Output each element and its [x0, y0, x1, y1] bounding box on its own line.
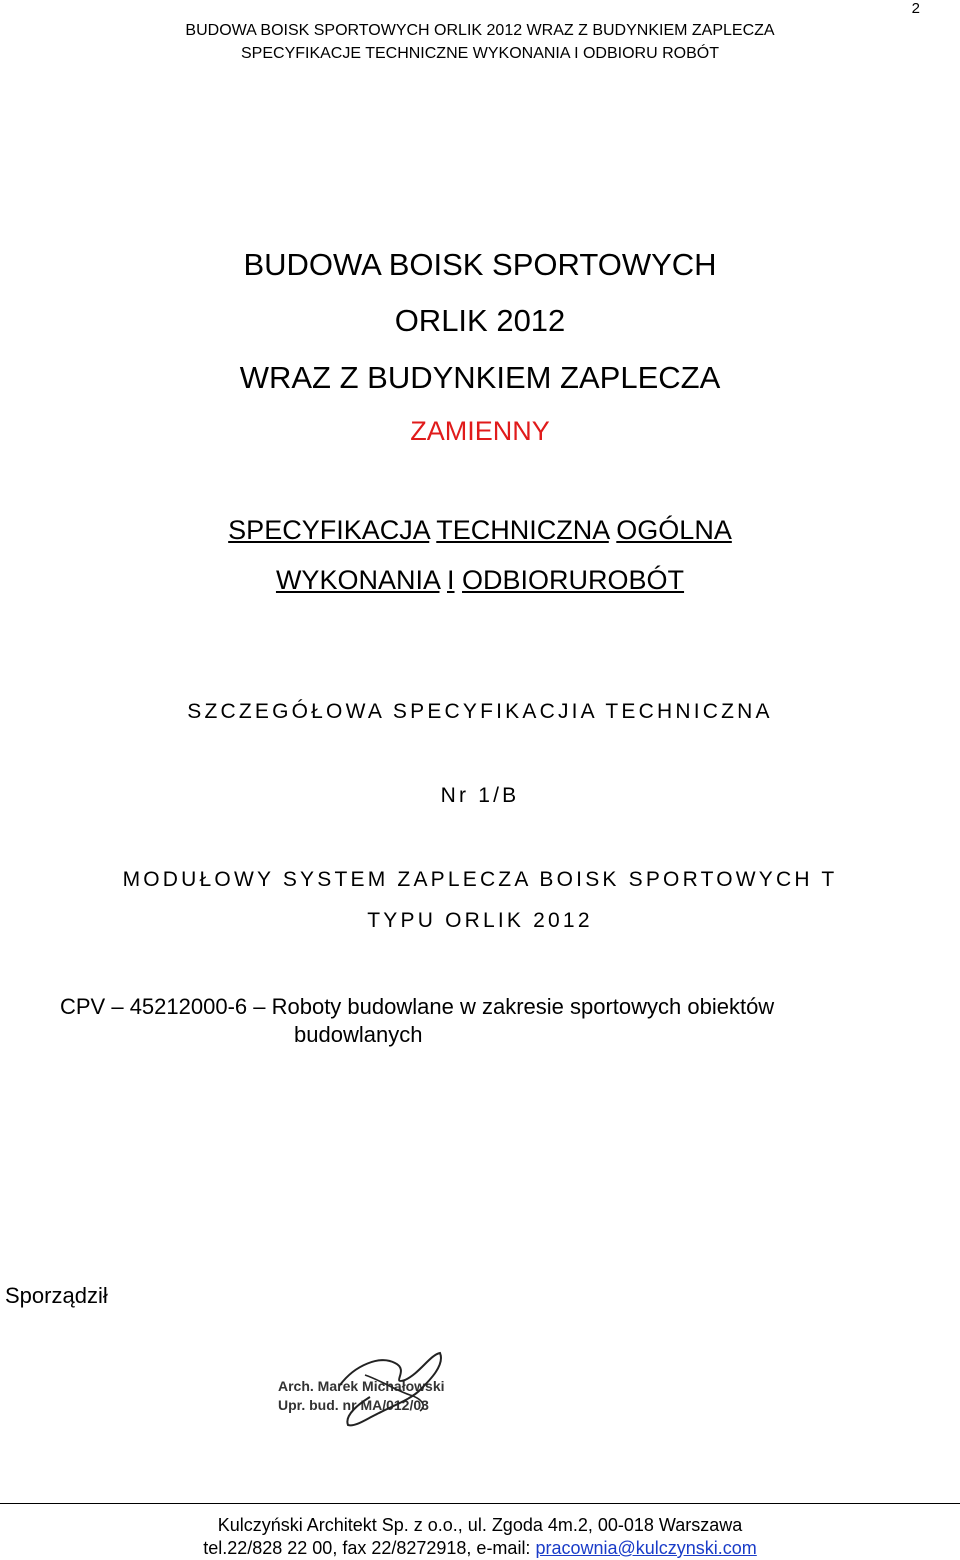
cpv-line-1: CPV – 45212000-6 – Roboty budowlane w zakresie sportowych obiektów	[60, 994, 775, 1019]
footer-rule	[0, 1503, 960, 1504]
general-spec-word: TECHNICZNA	[436, 515, 609, 545]
cpv-line-2: budowlanych	[294, 1022, 423, 1047]
footer-contact: tel.22/828 22 00, fax 22/8272918, e-mail:	[203, 1538, 536, 1558]
running-header-line-2: SPECYFIKACJE TECHNICZNE WYKONANIA I ODBIORU ROBÓT	[241, 45, 719, 62]
general-spec-word: I	[447, 565, 455, 595]
general-spec-word: ODBIORUROBÓT	[462, 565, 685, 595]
subject-line-2: TYPU ORLIK 2012	[367, 909, 593, 932]
prepared-by-label: Sporządził	[5, 1283, 108, 1308]
page-number: 2	[911, 0, 920, 17]
title-line-3: WRAZ Z BUDYNKIEM ZAPLECZA	[239, 360, 721, 395]
general-spec-line-2	[0, 565, 960, 596]
general-spec-word: SPECYFIKACJA	[228, 515, 430, 545]
general-spec-word: WYKONANIA	[275, 565, 440, 595]
signature-stamp	[270, 1345, 470, 1440]
subject-line-1: MODUŁOWY SYSTEM ZAPLECZA BOISK SPORTOWYCH T	[122, 868, 838, 891]
detailed-spec-heading: SZCZEGÓŁOWA SPECYFIKACJIA TECHNICZNA	[187, 700, 773, 723]
footer-line-2	[0, 1538, 960, 1559]
general-spec-line-1	[0, 515, 960, 546]
title-line-2: ORLIK 2012	[394, 303, 566, 338]
title-line-1: BUDOWA BOISK SPORTOWYCH	[243, 247, 717, 282]
handwritten-signature-icon	[270, 1345, 470, 1440]
footer-email-link[interactable]: pracownia@kulczynski.com	[535, 1538, 757, 1558]
footer-line-1: Kulczyński Architekt Sp. z o.o., ul. Zgoda 4m.2, 00-018 Warszawa	[217, 1515, 743, 1535]
stamp-name: Arch. Marek Michałowski	[278, 1378, 445, 1394]
replacement-label: ZAMIENNY	[410, 416, 550, 446]
spec-number: Nr 1/B	[440, 784, 520, 807]
general-spec-word: OGÓLNA	[616, 515, 732, 545]
stamp-license: Upr. bud. nr MA/012/03	[278, 1397, 429, 1413]
running-header-line-1: BUDOWA BOISK SPORTOWYCH ORLIK 2012 WRAZ Z BUDYNKIEM ZAPLECZA	[185, 22, 775, 39]
